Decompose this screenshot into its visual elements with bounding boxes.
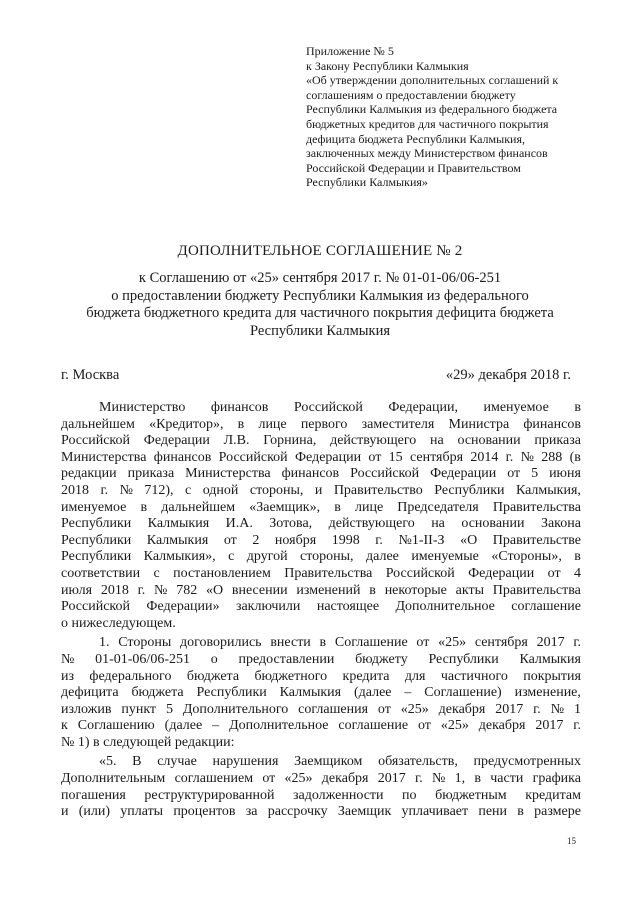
body-line <box>61 702 581 719</box>
body-line <box>61 500 581 517</box>
body-line: № 1) в следующей редакции: <box>61 734 235 750</box>
body-word: «Кредитор», <box>149 416 224 432</box>
body-word: Российской <box>61 599 130 615</box>
body-word: Республики <box>61 549 132 565</box>
body-word: пункт <box>121 701 157 717</box>
body-word: бюджета <box>131 685 184 701</box>
body-word: сентября <box>409 449 464 465</box>
body-word: Заемщиком <box>294 754 363 770</box>
body-word: дальнейшем <box>61 416 135 432</box>
body-word: изменений <box>296 582 361 598</box>
body-word: (далее <box>353 685 392 701</box>
body-word: декабря <box>321 771 369 787</box>
body-line <box>61 771 581 788</box>
body-word: Калмыкия <box>147 516 210 532</box>
body-word: ноября <box>274 532 317 548</box>
body-word: финансов <box>210 400 269 415</box>
body-word: № <box>119 482 133 498</box>
body-word: дальнейшем <box>161 499 236 515</box>
body-word: Федерации <box>294 449 362 465</box>
body-word: Министерства <box>61 449 147 465</box>
appendix-line: бюджетных кредитов для частичного покрытия <box>306 116 549 131</box>
body-word: лице <box>258 416 287 432</box>
body-word: Правительства <box>492 582 581 598</box>
body-line: о нижеследующем. <box>61 615 176 631</box>
body-word: (в <box>569 449 581 465</box>
body-line <box>61 549 581 566</box>
body-word: «Стороны», <box>491 549 562 565</box>
body-word: Калмыкия», <box>143 549 216 565</box>
body-word: Правительства <box>492 499 581 515</box>
body-line <box>61 804 581 821</box>
body-line <box>61 788 581 805</box>
document-title: ДОПОЛНИТЕЛЬНОЕ СОГЛАШЕНИЕ № 2 <box>177 243 463 259</box>
body-word: декабря <box>438 701 486 717</box>
document-body <box>61 400 581 821</box>
body-word: от <box>416 635 430 651</box>
body-word: Соглашению <box>77 718 155 734</box>
document-subtitle <box>55 270 585 340</box>
body-word: федерального <box>89 668 172 684</box>
body-word: – <box>404 685 412 701</box>
body-word: 1, <box>454 771 466 787</box>
body-word: № <box>431 771 446 787</box>
body-word: Дополнительным <box>61 771 166 787</box>
body-word: далее <box>366 549 399 565</box>
body-word: редакции <box>61 466 117 482</box>
body-word: приказа <box>127 466 175 482</box>
subtitle-line: бюджета бюджетного кредита для частичного покрытия дефицита бюджета <box>86 305 554 321</box>
body-word: лице <box>354 499 384 515</box>
body-word: о <box>210 651 218 667</box>
body-word: частичного <box>440 668 508 684</box>
body-word: размере <box>534 804 581 820</box>
body-word: акты <box>455 582 484 598</box>
body-word: другой <box>246 549 288 565</box>
body-word: № <box>520 449 534 465</box>
body-word: соответствии <box>61 565 141 581</box>
body-word: на <box>430 433 444 449</box>
appendix-line: Республики Калмыкия из федерального бюджета <box>306 102 558 117</box>
body-word: Федерации» <box>146 599 220 615</box>
body-word: Калмыкия, <box>515 482 581 498</box>
body-word: Республики <box>428 651 499 667</box>
body-line <box>61 433 581 450</box>
body-word: уплачивает <box>401 804 469 820</box>
body-word: действующего <box>330 433 417 449</box>
body-word: Горнина, <box>263 433 317 449</box>
body-word: Республики <box>61 532 132 548</box>
body-word: от <box>417 718 431 734</box>
body-word: за <box>245 804 258 820</box>
body-word: в <box>574 549 581 565</box>
body-word: соглашение <box>338 718 409 734</box>
body-line <box>61 685 581 702</box>
body-word: Федерации <box>143 433 210 449</box>
body-word: Калмыкия <box>146 532 209 548</box>
body-word: в <box>319 635 327 651</box>
body-word: изложив <box>61 701 112 717</box>
body-word: июня <box>549 466 581 482</box>
body-word: «25» <box>440 718 469 734</box>
appendix-line: дефицита бюджета Республики Калмыкия, <box>306 131 525 146</box>
subtitle-line: Республики Калмыкия <box>249 322 391 339</box>
body-word: по <box>402 787 417 803</box>
body-word: Федерации <box>430 466 497 482</box>
body-line <box>61 599 581 616</box>
body-word: Председателя <box>397 499 479 515</box>
body-line <box>61 466 581 483</box>
body-word: июля <box>61 582 93 598</box>
body-word: Республики <box>434 482 505 498</box>
body-word: г. <box>573 718 581 734</box>
body-word: № <box>61 651 75 667</box>
body-word: в <box>574 400 581 415</box>
body-word: в <box>369 582 376 598</box>
body-word: Министерство <box>99 400 186 415</box>
body-word: 2017 <box>377 771 406 787</box>
body-word: предоставлении <box>238 651 335 667</box>
body-word: – <box>212 718 220 734</box>
body-word: погашения <box>61 787 126 803</box>
appendix-line: Республики Калмыкия» <box>306 175 428 190</box>
body-word: в <box>474 771 481 787</box>
body-word: от <box>377 701 391 717</box>
body-word: именуемое <box>483 400 549 415</box>
body-word: Российской <box>61 433 130 449</box>
subtitle-line: к Соглашению от «25» сентября 2017 г. № 01-01-06/06-251 <box>138 270 502 286</box>
body-word: приказа <box>534 433 581 449</box>
body-word: Дополнительное <box>395 599 495 615</box>
body-word: случае <box>157 754 197 770</box>
body-word: 2017 <box>495 701 524 717</box>
body-word: финансов <box>523 416 581 432</box>
appendix-line: «Об утверждении дополнительных соглашений к <box>306 73 559 88</box>
body-word: изменение, <box>514 685 581 701</box>
body-word: процентов <box>173 804 236 820</box>
body-word: основании <box>457 433 521 449</box>
body-word: на <box>431 516 445 532</box>
body-word: 712), <box>144 482 174 498</box>
body-word: Заемщик <box>337 804 392 820</box>
body-word: Правительстве <box>492 532 581 548</box>
body-word: финансов <box>153 449 212 465</box>
body-word: обязательств, <box>378 754 458 770</box>
body-word: Л.В. <box>223 433 250 449</box>
body-word: г. <box>137 582 146 598</box>
body-word: именуемые <box>411 549 479 565</box>
body-word: 288 <box>541 449 563 465</box>
body-word: Калмыкия <box>519 651 581 667</box>
body-word: Российской <box>293 400 363 415</box>
body-word: г. <box>375 532 383 548</box>
body-word: г. <box>100 482 109 498</box>
body-word: от <box>262 771 276 787</box>
body-word: Федерации, <box>388 400 458 415</box>
body-word: постановлением <box>173 565 271 581</box>
appendix-line: заключенных между Министерством финансов <box>306 146 548 161</box>
body-word: графика <box>532 771 581 787</box>
body-word: В <box>132 754 142 770</box>
appendix-line: Приложение № 5 <box>306 44 394 58</box>
body-line <box>61 417 581 434</box>
body-word: для <box>404 668 426 684</box>
body-word: сентября <box>474 635 528 651</box>
body-word: г. <box>415 771 423 787</box>
appendix-line: Российской Федерации и Правительством <box>306 160 521 175</box>
body-word: Российской <box>218 449 288 465</box>
appendix-line: соглашениям о предоставлении бюджету <box>306 87 516 102</box>
body-word: уплаты <box>120 804 164 820</box>
body-word: внесении <box>231 582 288 598</box>
body-word: №1-II-З <box>398 532 445 548</box>
body-word: Стороны <box>118 635 172 651</box>
body-word: бюджетным <box>435 787 507 803</box>
body-line <box>61 400 581 417</box>
body-word: и <box>61 804 69 820</box>
body-word: 2014 <box>470 449 499 465</box>
body-word: в <box>140 499 148 515</box>
body-word: Республики <box>196 685 267 701</box>
body-word: 4 <box>573 565 581 581</box>
body-word: 1. <box>99 635 110 651</box>
body-word: с <box>153 565 160 581</box>
body-word: некоторые <box>384 582 447 598</box>
body-word: «5. <box>99 754 117 770</box>
body-line <box>61 583 581 600</box>
body-word: 2017 <box>536 635 565 651</box>
appendix-line: к Закону Республики Калмыкия <box>306 58 469 73</box>
body-line <box>61 483 581 500</box>
body-word: Дополнительное <box>229 718 329 734</box>
body-word: Министра <box>448 416 510 432</box>
body-word: от <box>368 449 382 465</box>
body-word: бюджетного <box>254 668 328 684</box>
body-word: 5 <box>165 701 173 717</box>
body-word: Калмыкия <box>279 685 342 701</box>
body-word: и <box>314 482 323 498</box>
body-line <box>61 718 581 735</box>
body-word: Республики <box>61 516 132 532</box>
body-word: соглашения <box>298 701 369 717</box>
body-word: покрытия <box>523 668 581 684</box>
body-word: Соглашение) <box>424 685 502 701</box>
body-word: от <box>507 466 521 482</box>
body-word: «25» <box>400 701 429 717</box>
body-word: «О <box>460 532 478 548</box>
body-word: кредитам <box>525 787 581 803</box>
body-word: заключили <box>235 599 301 615</box>
body-line <box>61 450 581 467</box>
body-word: (или) <box>78 804 111 820</box>
body-word: с <box>228 549 235 565</box>
body-word: № <box>550 701 565 717</box>
body-word: г. <box>573 635 581 651</box>
body-word: 1998 <box>331 532 360 548</box>
body-word: в <box>237 416 245 432</box>
subtitle-line: о предоставлении бюджету Республики Калмыкия из федерального <box>111 287 529 304</box>
body-word: г. <box>505 449 514 465</box>
body-word: 782 <box>176 582 198 598</box>
body-line <box>61 754 581 771</box>
body-word: задолженности <box>292 787 384 803</box>
body-word: 2 <box>252 532 260 548</box>
body-word: Дополнительного <box>182 701 289 717</box>
body-word: «Заемщик», <box>249 499 321 515</box>
body-word: стороны, <box>300 549 354 565</box>
body-word: предусмотренных <box>473 754 581 770</box>
body-word: одной <box>202 482 239 498</box>
body-word: настоящее <box>316 599 380 615</box>
body-word: соглашение <box>511 599 581 615</box>
body-word: (далее <box>164 718 203 734</box>
body-word: кредита <box>342 668 390 684</box>
body-word: первого <box>300 416 348 432</box>
body-word: заместителя <box>361 416 435 432</box>
body-word: 15 <box>388 449 403 465</box>
body-word: из <box>61 668 75 684</box>
body-word: 5 <box>531 466 539 482</box>
body-word: основании <box>461 516 525 532</box>
body-word: Российской <box>350 466 420 482</box>
body-word: к <box>61 718 68 734</box>
body-word: Министерства <box>185 466 271 482</box>
body-word: Федерации <box>468 565 535 581</box>
body-word: Российской <box>385 565 455 581</box>
appendix-header <box>306 44 606 190</box>
body-word: № <box>154 582 168 598</box>
body-word: г. <box>533 701 541 717</box>
body-word: в <box>334 499 341 515</box>
body-word: Правительство <box>333 482 423 498</box>
body-word: 2018 <box>61 482 89 498</box>
body-word: «25» <box>284 771 313 787</box>
body-word: дефицита <box>61 685 119 701</box>
body-word: Закона <box>540 516 581 532</box>
body-word: договорились <box>179 635 262 651</box>
body-word: Зотова, <box>269 516 313 532</box>
body-word: 1 <box>573 701 581 717</box>
body-word: реструктурированной <box>144 787 275 803</box>
body-word: стороны, <box>249 482 304 498</box>
body-word: Правительства <box>284 565 373 581</box>
body-word: финансов <box>281 466 340 482</box>
body-word: действующего <box>328 516 415 532</box>
body-word: нарушения <box>212 754 279 770</box>
body-word: от <box>547 565 561 581</box>
page-number: 15 <box>567 836 576 846</box>
body-word: бюджета <box>186 668 240 684</box>
body-word: внести <box>270 635 311 651</box>
body-word: пени <box>478 804 508 820</box>
body-line <box>61 516 581 533</box>
body-word: от <box>223 532 237 548</box>
signing-date: «29» декабря 2018 г. <box>445 367 571 383</box>
body-word: И.А. <box>225 516 253 532</box>
body-word: 2017 <box>535 718 564 734</box>
body-line <box>61 635 581 652</box>
body-word: 2018 <box>100 582 129 598</box>
signing-place: г. Москва <box>61 367 120 383</box>
body-word: в <box>517 804 524 820</box>
body-word: 01-01-06/06-251 <box>95 651 190 667</box>
body-line <box>61 566 581 583</box>
body-word: «О <box>205 582 224 598</box>
body-line <box>61 533 581 550</box>
body-word: с <box>185 482 192 498</box>
body-word: «25» <box>438 635 467 651</box>
body-line <box>61 669 581 686</box>
body-word: части <box>490 771 524 787</box>
body-word: именуемое <box>61 499 127 515</box>
body-word: соглашением <box>174 771 254 787</box>
body-word: Соглашение <box>334 635 408 651</box>
body-word: бюджету <box>355 651 408 667</box>
body-word: декабря <box>478 718 526 734</box>
body-word: рассрочку <box>267 804 328 820</box>
body-line <box>61 652 581 669</box>
